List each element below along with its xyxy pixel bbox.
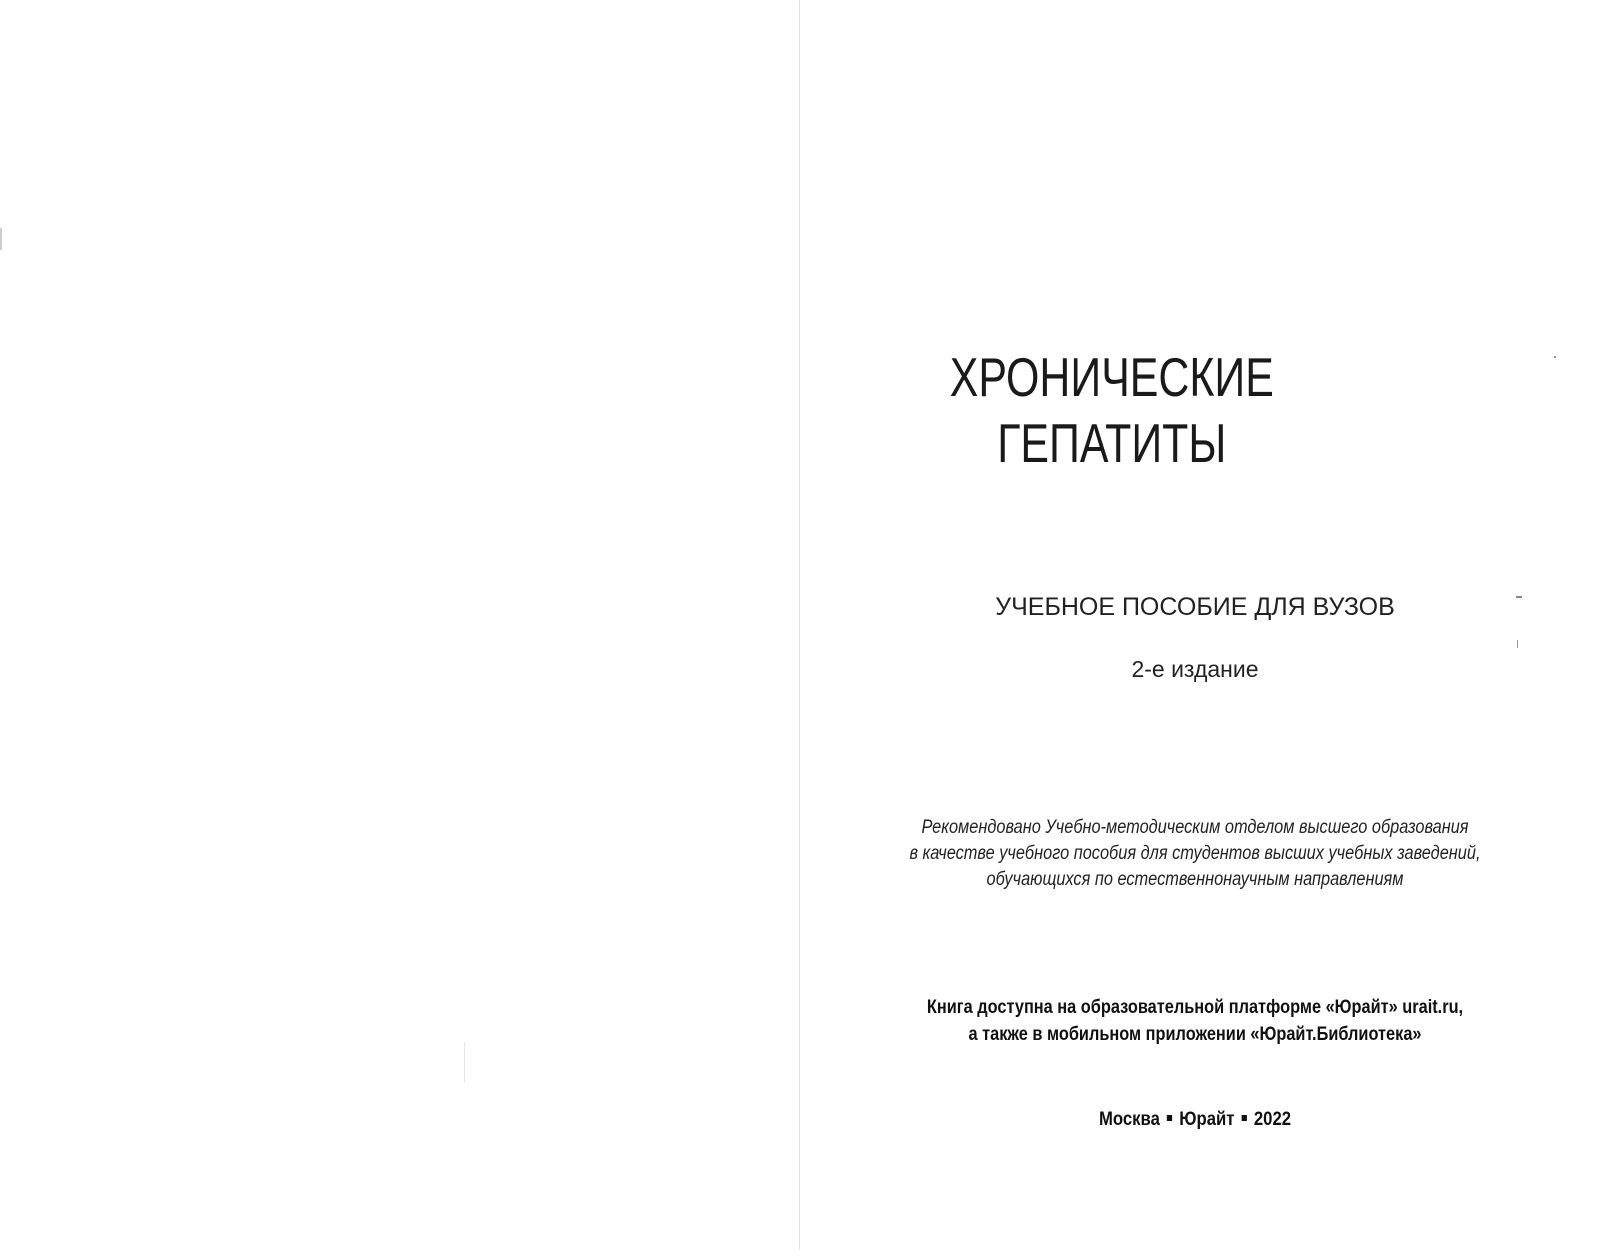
separator-square-icon xyxy=(1242,1115,1247,1121)
left-page-blank xyxy=(0,0,800,1250)
recommendation-line: обучающихся по естественнонаучным направлениям xyxy=(986,869,1404,890)
edition-label: 2-е издание xyxy=(1131,656,1259,682)
recommendation-line: в качестве учебного пособия для студентов высших учебных заведений, xyxy=(909,843,1481,864)
recommendation-text xyxy=(800,815,1590,893)
separator-square-icon xyxy=(1167,1115,1172,1121)
scan-mark xyxy=(464,1042,465,1082)
scan-mark xyxy=(0,228,2,250)
availability-line: а также в мобильном приложении «Юрайт.Библиотека» xyxy=(968,1024,1422,1045)
imprint-city: Москва xyxy=(1098,1109,1160,1130)
recommendation-line: Рекомендовано Учебно-методическим отделом высшего образования xyxy=(921,817,1469,838)
title-page xyxy=(800,0,1601,1250)
book-title: ХРОНИЧЕСКИЕ ГЕПАТИТЫ xyxy=(949,346,1274,474)
scan-mark xyxy=(1517,640,1518,648)
book-subtitle: УЧЕБНОЕ ПОСОБИЕ ДЛЯ ВУЗОВ xyxy=(995,593,1395,621)
availability-note xyxy=(800,994,1590,1048)
imprint-publisher: Юрайт xyxy=(1179,1109,1235,1130)
imprint-line xyxy=(847,1107,1542,1133)
imprint-year: 2022 xyxy=(1253,1109,1292,1130)
scan-mark xyxy=(1554,356,1556,358)
availability-line: Книга доступна на образовательной платформе «Юрайт» urait.ru, xyxy=(926,997,1464,1018)
